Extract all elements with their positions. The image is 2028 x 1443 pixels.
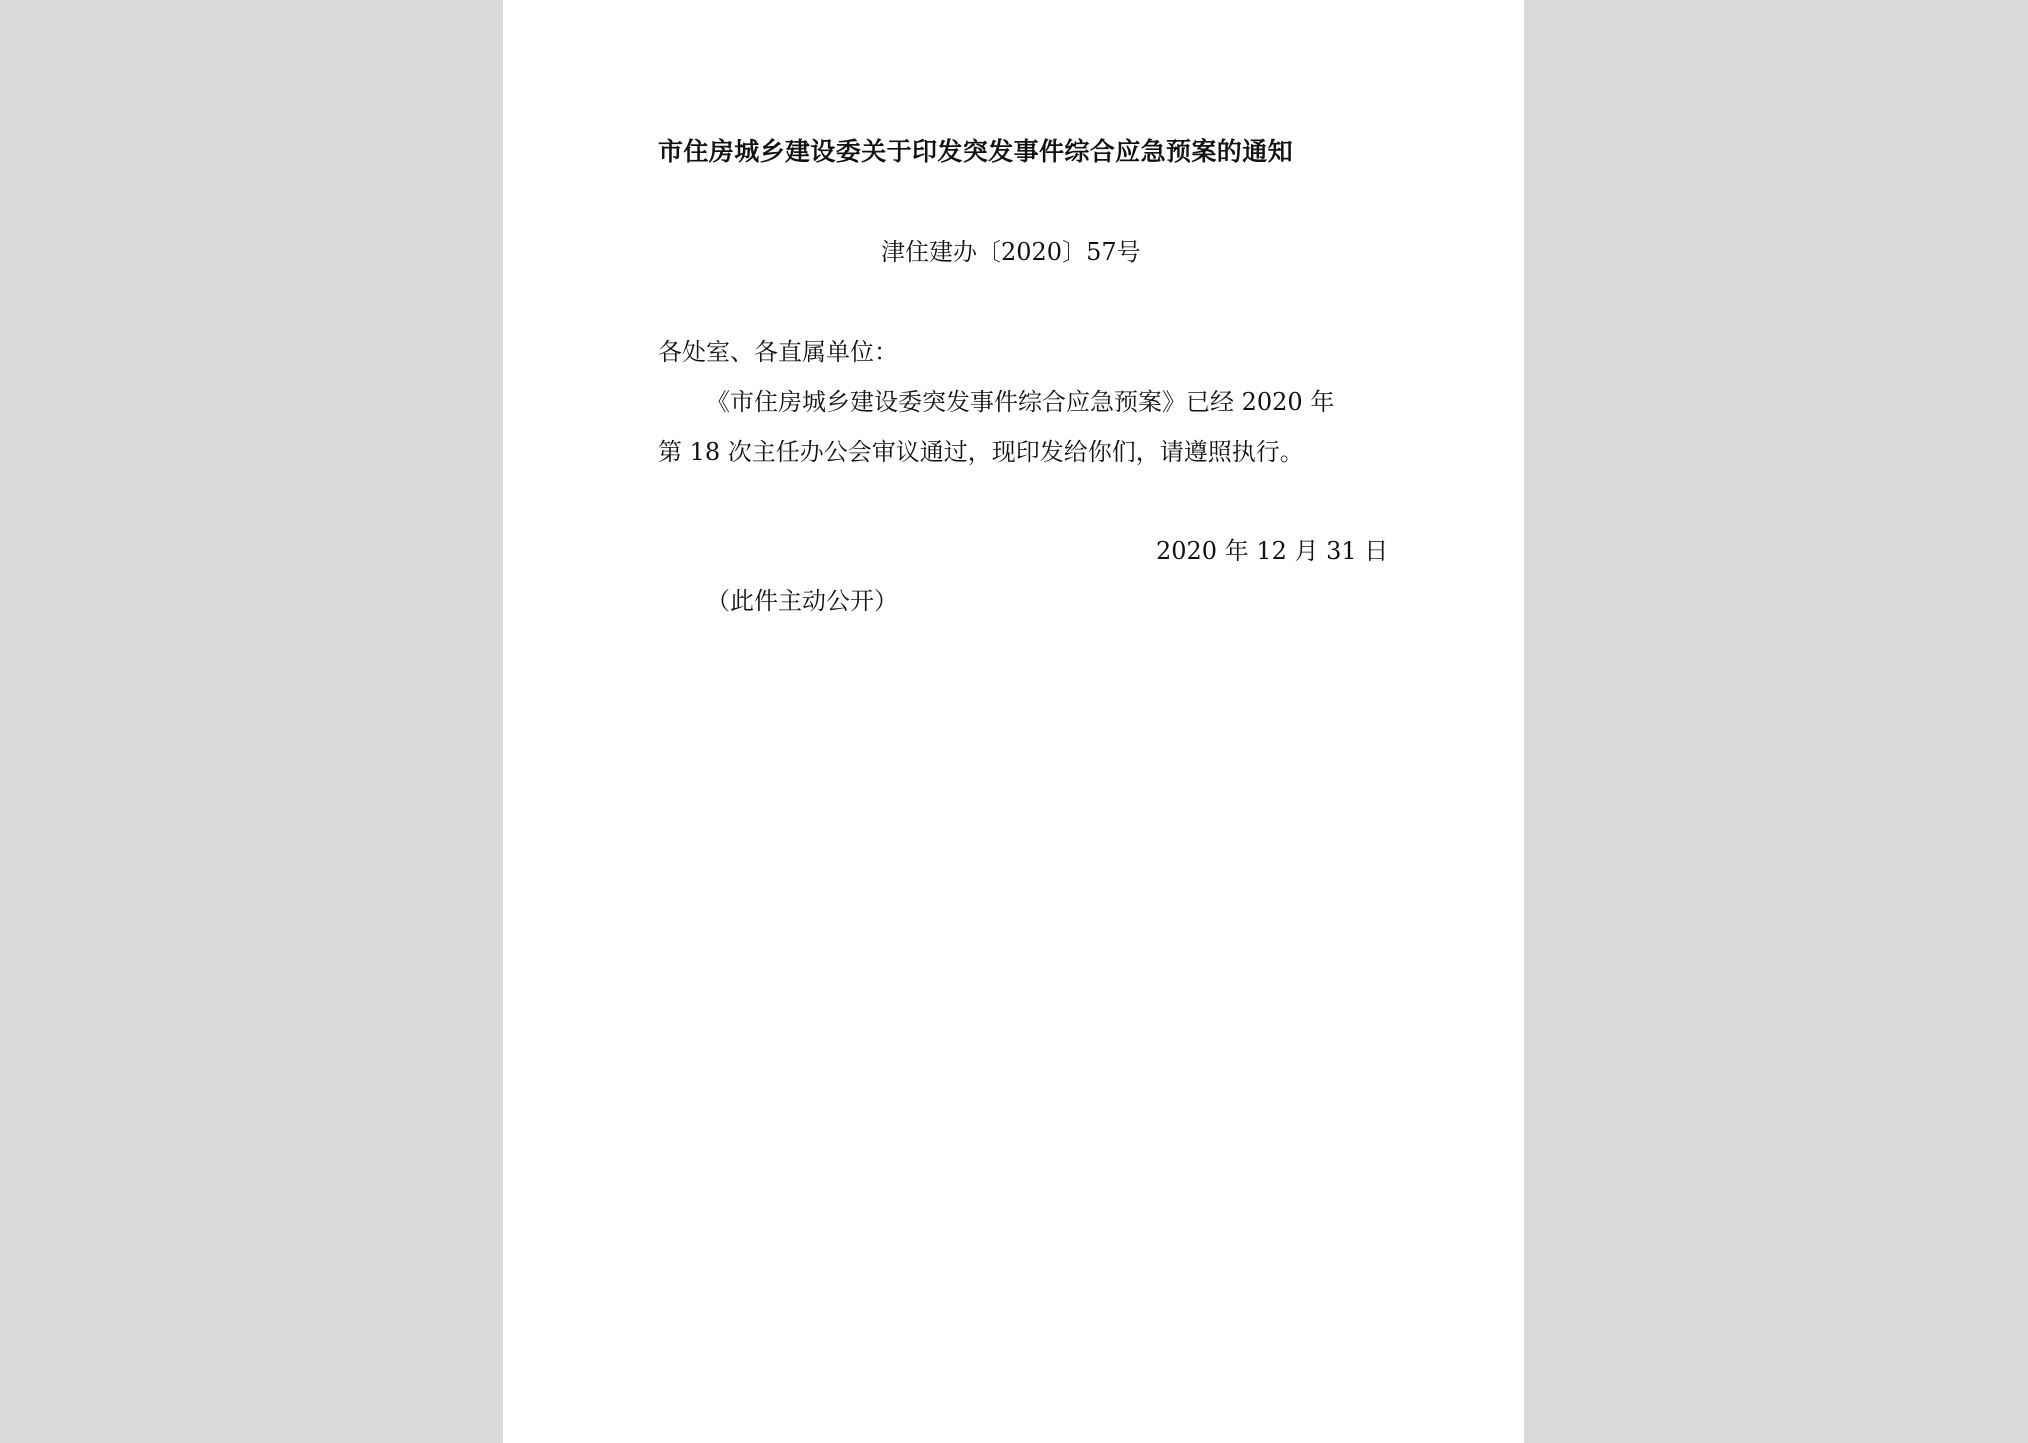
body-text-line-1: 《市住房城乡建设委突发事件综合应急预案》已经 2020 年 bbox=[706, 388, 1335, 416]
document-title: 市住房城乡建设委关于印发突发事件综合应急预案的通知 bbox=[658, 137, 1294, 166]
document-number: 津住建办〔2020〕57号 bbox=[881, 238, 1141, 266]
document-page bbox=[503, 0, 1524, 1443]
body-text-line-2: 第 18 次主任办公会审议通过，现印发给你们，请遵照执行。 bbox=[658, 438, 1304, 466]
disclosure-note: （此件主动公开） bbox=[706, 587, 898, 615]
recipient-line: 各处室、各直属单位： bbox=[658, 338, 898, 366]
document-date: 2020 年 12 月 31 日 bbox=[1156, 537, 1389, 565]
